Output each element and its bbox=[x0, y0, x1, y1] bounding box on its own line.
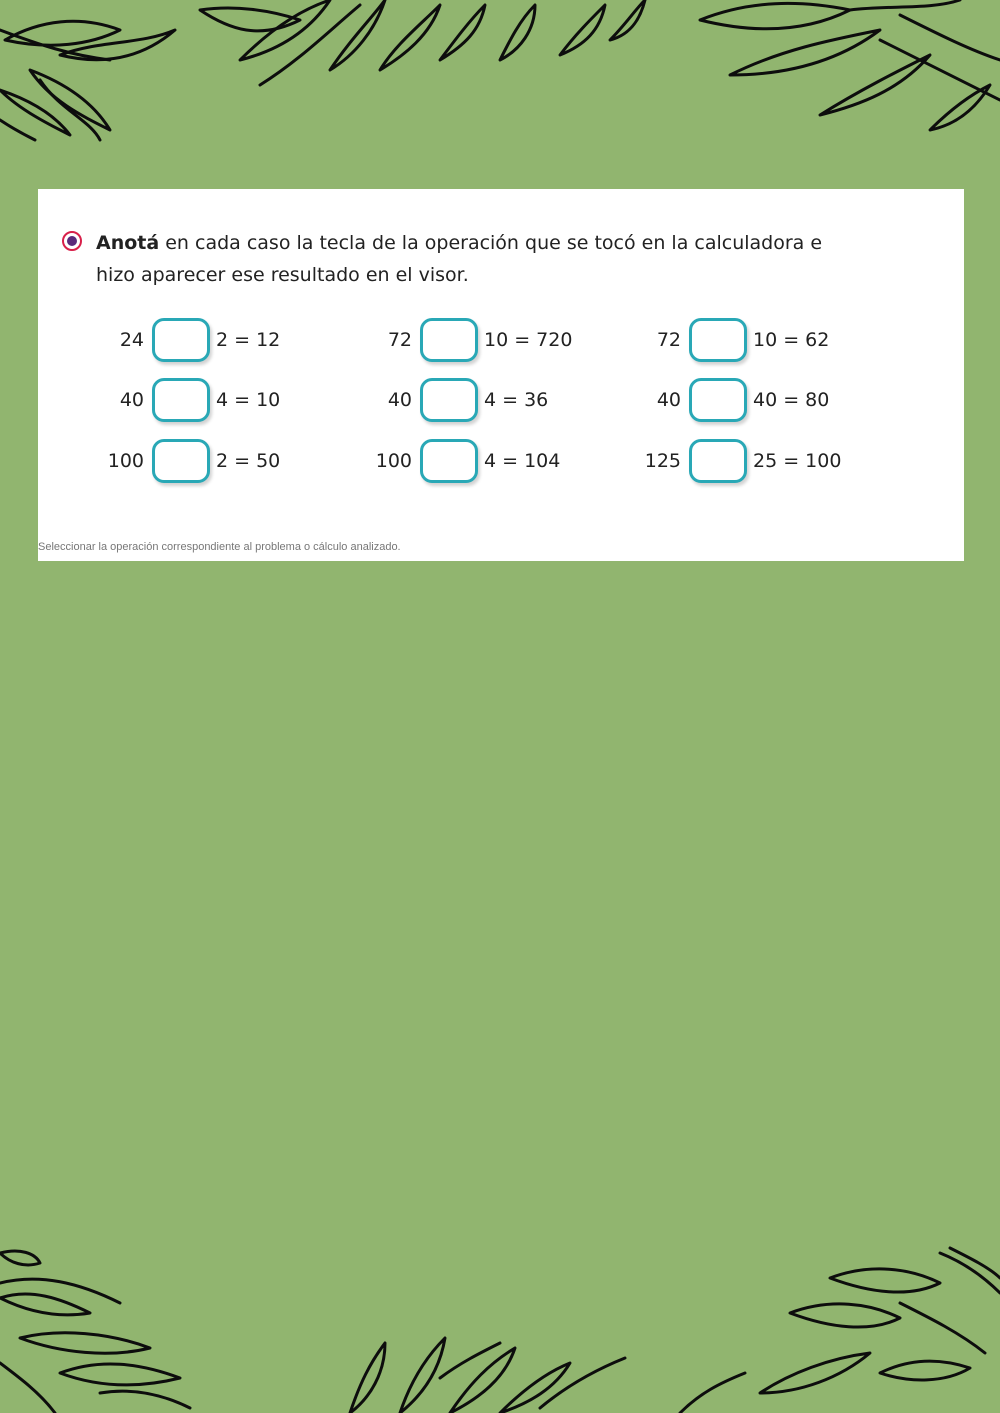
exercise-card bbox=[38, 189, 964, 561]
footer-caption: Seleccionar la operación correspondiente al problema o cálculo analizado. bbox=[38, 541, 401, 553]
instruction-line1: en cada caso la tecla de la operación que se tocó en la calculadora e bbox=[159, 232, 823, 254]
right-expression: 2 = 50 bbox=[216, 450, 281, 472]
left-operand: 24 bbox=[119, 329, 144, 351]
right-expression: 10 = 720 bbox=[484, 329, 573, 351]
instruction-bold: Anotá bbox=[96, 232, 160, 254]
right-expression: 4 = 104 bbox=[484, 450, 561, 472]
operation-answer-box[interactable] bbox=[420, 378, 478, 422]
instruction-line2: hizo aparecer ese resultado en el visor. bbox=[96, 264, 469, 286]
left-operand: 40 bbox=[119, 389, 144, 411]
left-operand: 40 bbox=[387, 389, 412, 411]
right-expression: 2 = 12 bbox=[216, 329, 281, 351]
left-operand: 125 bbox=[644, 450, 681, 472]
exercise-item bbox=[360, 375, 548, 425]
operation-answer-box[interactable] bbox=[152, 378, 210, 422]
operation-answer-box[interactable] bbox=[152, 318, 210, 362]
exercise-item bbox=[629, 436, 841, 486]
exercise-item bbox=[92, 436, 280, 486]
right-expression: 40 = 80 bbox=[753, 389, 830, 411]
operation-answer-box[interactable] bbox=[689, 378, 747, 422]
exercise-item bbox=[360, 315, 572, 365]
left-operand: 100 bbox=[107, 450, 144, 472]
left-operand: 72 bbox=[387, 329, 412, 351]
exercise-item bbox=[629, 315, 829, 365]
right-expression: 4 = 10 bbox=[216, 389, 281, 411]
bottom-leaf-decoration bbox=[0, 1243, 1000, 1413]
right-expression: 25 = 100 bbox=[753, 450, 842, 472]
exercise-item bbox=[629, 375, 829, 425]
left-operand: 40 bbox=[656, 389, 681, 411]
left-operand: 100 bbox=[375, 450, 412, 472]
operation-answer-box[interactable] bbox=[689, 439, 747, 483]
operation-answer-box[interactable] bbox=[420, 318, 478, 362]
right-expression: 4 = 36 bbox=[484, 389, 549, 411]
operation-answer-box[interactable] bbox=[420, 439, 478, 483]
right-expression: 10 = 62 bbox=[753, 329, 830, 351]
operation-answer-box[interactable] bbox=[689, 318, 747, 362]
exercise-item bbox=[360, 436, 560, 486]
exercise-grid bbox=[38, 189, 964, 561]
operation-answer-box[interactable] bbox=[152, 439, 210, 483]
top-leaf-decoration bbox=[0, 0, 1000, 160]
exercise-item bbox=[92, 375, 280, 425]
exercise-item bbox=[92, 315, 280, 365]
left-operand: 72 bbox=[656, 329, 681, 351]
